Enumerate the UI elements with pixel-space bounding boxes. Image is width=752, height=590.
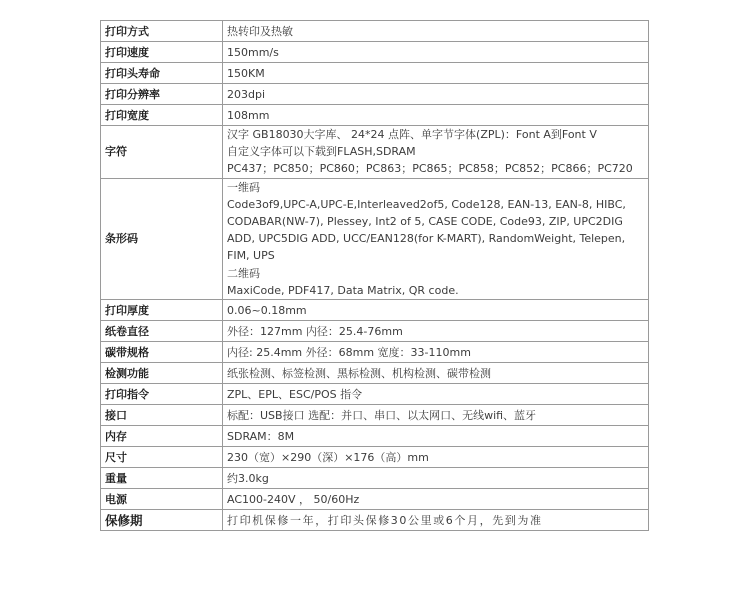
detection-label: 检测功能 [101, 363, 223, 384]
memory-value: SDRAM：8M [223, 426, 649, 447]
roll-diameter-value: 外径：127mm 内径：25.4-76mm [223, 321, 649, 342]
table-row [101, 447, 649, 468]
barcodes-line: 二维码 [227, 266, 260, 280]
weight-value: 约3.0kg [223, 468, 649, 489]
table-row [101, 405, 649, 426]
table-row [101, 384, 649, 405]
table-row [101, 489, 649, 510]
table-row [101, 426, 649, 447]
warranty-value: 打印机保修一年，打印头保修30公里或6个月，先到为准 [223, 510, 649, 531]
barcodes-line: CODABAR(NW-7), Plessey, Int2 of 5, CASE CODE, Code93, ZIP, UPC2DIG [227, 215, 623, 229]
table-row [101, 84, 649, 105]
table-row [101, 178, 649, 299]
table-row [101, 63, 649, 84]
table-row [101, 42, 649, 63]
barcodes-line: MaxiCode, PDF417, Data Matrix, QR code. [227, 283, 459, 297]
characters-line: PC437；PC850；PC860；PC863；PC865；PC858；PC852；PC866；PC720 [227, 162, 633, 176]
barcodes-value [223, 178, 649, 299]
table-row [101, 126, 649, 179]
characters-value [223, 126, 649, 179]
detection-value: 纸张检测、标签检测、黑标检测、机构检测、碳带检测 [223, 363, 649, 384]
barcodes-line: ADD, UPC5DIG ADD, UCC/EAN128(for K-MART), RandomWeight, Telepen, [227, 232, 626, 246]
resolution-value: 203dpi [223, 84, 649, 105]
command-set-value: ZPL、EPL、ESC/POS 指令 [223, 384, 649, 405]
table-row [101, 321, 649, 342]
print-thickness-value: 0.06~0.18mm [223, 300, 649, 321]
print-method-value: 热转印及热敏 [223, 21, 649, 42]
characters-label: 字符 [101, 126, 223, 179]
table-row [101, 21, 649, 42]
dimensions-label: 尺寸 [101, 447, 223, 468]
roll-diameter-label: 纸卷直径 [101, 321, 223, 342]
barcodes-line: FIM, UPS [227, 249, 275, 263]
command-set-label: 打印指令 [101, 384, 223, 405]
power-value: AC100-240V ， 50/60Hz [223, 489, 649, 510]
print-thickness-label: 打印厚度 [101, 300, 223, 321]
table-row [101, 510, 649, 531]
table-row [101, 300, 649, 321]
head-life-label: 打印头寿命 [101, 63, 223, 84]
interface-label: 接口 [101, 405, 223, 426]
memory-label: 内存 [101, 426, 223, 447]
ribbon-spec-label: 碳带规格 [101, 342, 223, 363]
table-row [101, 342, 649, 363]
print-width-value: 108mm [223, 105, 649, 126]
table-row [101, 363, 649, 384]
warranty-label: 保修期 [101, 510, 223, 531]
print-speed-value: 150mm/s [223, 42, 649, 63]
print-method-label: 打印方式 [101, 21, 223, 42]
barcodes-label: 条形码 [101, 178, 223, 299]
table-row [101, 105, 649, 126]
print-speed-label: 打印速度 [101, 42, 223, 63]
resolution-label: 打印分辨率 [101, 84, 223, 105]
head-life-value: 150KM [223, 63, 649, 84]
dimensions-value: 230（宽）×290（深）×176（高）mm [223, 447, 649, 468]
characters-line: 汉字 GB18030大字库、 24*24 点阵、单字节字体(ZPL)：Font A到Font V [227, 128, 597, 141]
table-row [101, 468, 649, 489]
print-width-label: 打印宽度 [101, 105, 223, 126]
characters-line: 自定义字体可以下载到FLASH,SDRAM [227, 145, 416, 159]
weight-label: 重量 [101, 468, 223, 489]
barcodes-line: 一维码 [227, 180, 260, 194]
spec-table [100, 20, 649, 531]
ribbon-spec-value: 内径: 25.4mm 外径：68mm 宽度：33-110mm [223, 342, 649, 363]
power-label: 电源 [101, 489, 223, 510]
interface-value: 标配：USB接口 选配：并口、串口、以太网口、无线wifi、蓝牙 [223, 405, 649, 426]
barcodes-line: Code3of9,UPC-A,UPC-E,Interleaved2of5, Code128, EAN-13, EAN-8, HIBC, [227, 197, 626, 211]
